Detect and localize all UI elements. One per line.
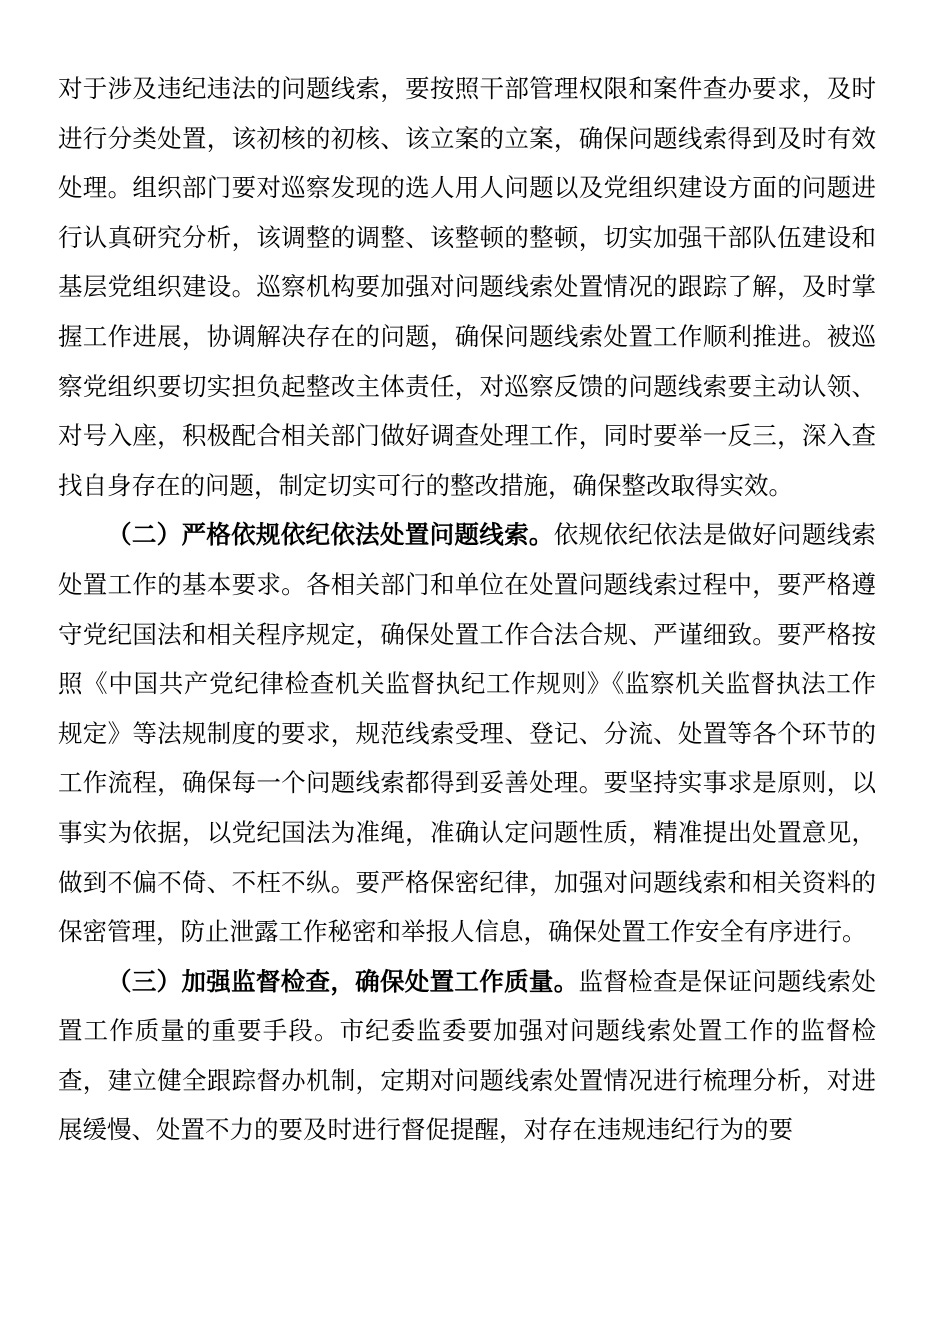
document-page <box>58 64 876 1155</box>
paragraph-3 <box>58 957 876 1155</box>
section-heading-2: （二）严格依规依纪依法处置问题线索。 <box>107 520 554 550</box>
paragraph-2 <box>58 510 876 956</box>
paragraph-1 <box>58 64 876 510</box>
paragraph-1-text: 对于涉及违纪违法的问题线索，要按照干部管理权限和案件查办要求，及时进行分类处置，该初核的初核、该立案的立案，确保问题线索得到及时有效处理。组织部门要对巡察发现的选人用人问题以及党组织建设方面的问题进行认真研究分析，该调整的调整、该整顿的整顿，切实加强干部队伍建设和基层党组织建设。巡察机构要加强对问题线索处置情况的跟踪了解，及时掌握工作进展，协调解决存在的问题，确保问题线索处置工作顺利推进。被巡察党组织要切实担负起整改主体责任，对巡察反馈的问题线索要主动认领、对号入座，积极配合相关部门做好调查处理工作，同时要举一反三，深入查找自身存在的问题，制定切实可行的整改措施，确保整改取得实效。 <box>58 74 876 500</box>
paragraph-3-text: 监督检查是保证问题线索处置工作质量的重要手段。市纪委监委要加强对问题线索处置工作的监督检查，建立健全跟踪督办机制，定期对问题线索处置情况进行梳理分析，对进展缓慢、处置不力的要及时进行督促提醒，对存在违规违纪行为的要 <box>58 966 876 1145</box>
paragraph-2-text: 依规依纪依法是做好问题线索处置工作的基本要求。各相关部门和单位在处置问题线索过程中，要严格遵守党纪国法和相关程序规定，确保处置工作合法合规、严谨细致。要严格按照《中国共产党纪律检查机关监督执纪工作规则》《监察机关监督执法工作规定》等法规制度的要求，规范线索受理、登记、分流、处置等各个环节的工作流程，确保每一个问题线索都得到妥善处理。要坚持实事求是原则，以事实为依据，以党纪国法为准绳，准确认定问题性质，精准提出处置意见，做到不偏不倚、不枉不纵。要严格保密纪律，加强对问题线索和相关资料的保密管理，防止泄露工作秘密和举报人信息，确保处置工作安全有序进行。 <box>58 520 877 947</box>
section-heading-3: （三）加强监督检查，确保处置工作质量。 <box>107 966 579 996</box>
